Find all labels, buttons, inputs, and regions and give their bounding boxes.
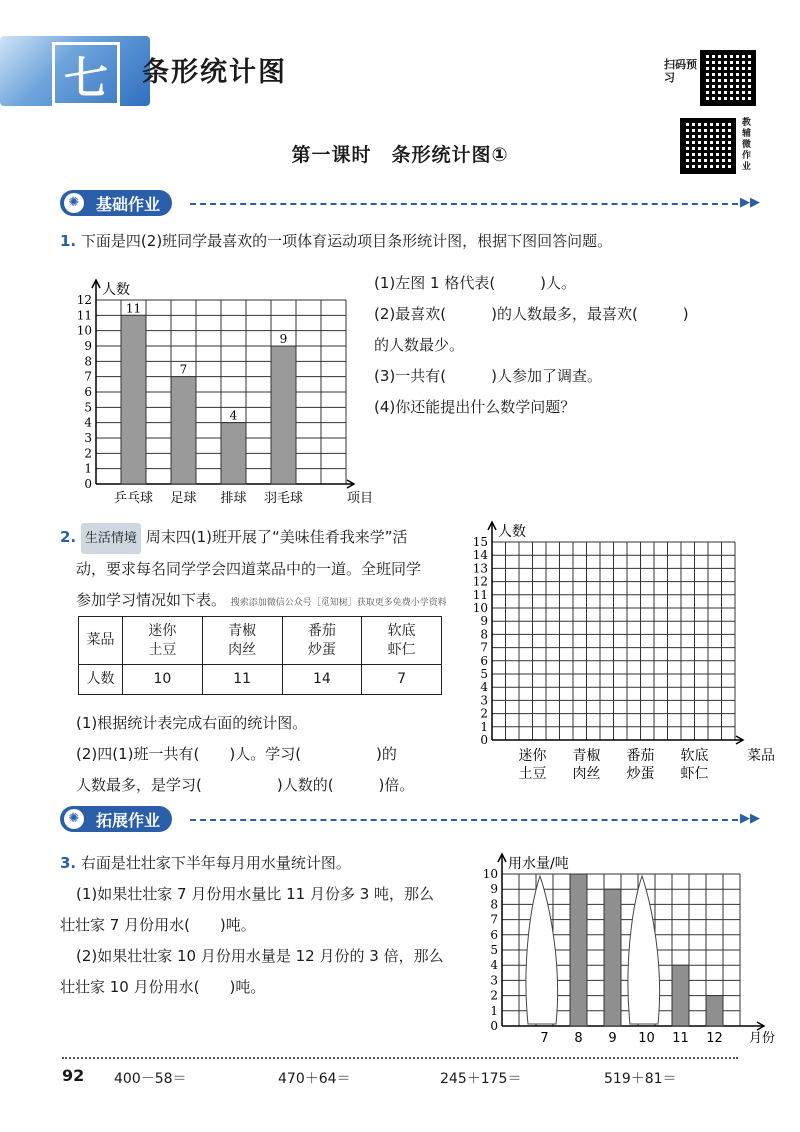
y-axis-label: 用水量/吨 bbox=[508, 856, 569, 872]
bar bbox=[570, 874, 587, 1026]
footer-divider bbox=[62, 1057, 738, 1059]
qr-preview-label: 扫码预习 bbox=[664, 58, 697, 84]
q3-sub-2b: 壮壮家 10 月份用水( )吨。 bbox=[60, 978, 266, 996]
x-axis-label: 菜品 bbox=[747, 748, 775, 764]
y-tick-label: 7 bbox=[84, 369, 92, 384]
x-tick-label: 土豆 bbox=[518, 766, 547, 782]
qr-homework-label: 教辅微作业 bbox=[742, 118, 752, 172]
y-tick-label: 4 bbox=[480, 680, 488, 695]
y-tick-label: 4 bbox=[490, 958, 498, 973]
q2-text-line-1: 周末四(1)班开展了“美味佳肴我来学”活 bbox=[145, 528, 408, 546]
y-tick-label: 8 bbox=[84, 354, 92, 369]
table-cell: 11 bbox=[202, 665, 282, 695]
dish-bar-chart[interactable] bbox=[466, 508, 775, 798]
unit-number: 七 bbox=[52, 42, 120, 106]
bar bbox=[706, 996, 723, 1026]
y-tick-label: 12 bbox=[472, 574, 488, 589]
y-tick-label: 6 bbox=[480, 653, 488, 668]
q2-table bbox=[78, 616, 442, 695]
y-tick-label: 9 bbox=[480, 614, 488, 629]
y-tick-label: 3 bbox=[490, 973, 498, 988]
data-label: 9 bbox=[279, 332, 288, 346]
bar bbox=[271, 346, 296, 484]
x-tick-label: 8 bbox=[574, 1031, 583, 1046]
x-axis-label: 月份 bbox=[748, 1031, 776, 1046]
x-tick-label: 虾仁 bbox=[680, 766, 709, 782]
q1-sub-1: (1)左图 1 格代表( )人。 bbox=[374, 274, 577, 292]
x-tick-label: 11 bbox=[672, 1031, 689, 1046]
double-arrow-icon: ▶▶ bbox=[740, 811, 760, 826]
y-tick-label: 7 bbox=[480, 640, 488, 655]
q2-tag: 生活情境 bbox=[81, 523, 141, 554]
table-cell: 10 bbox=[123, 665, 203, 695]
table-head-count: 人数 bbox=[79, 665, 123, 695]
sports-bar-chart bbox=[72, 258, 372, 510]
x-tick-label: 足球 bbox=[170, 491, 197, 506]
y-tick-label: 3 bbox=[84, 431, 92, 445]
y-tick-label: 10 bbox=[482, 867, 498, 881]
bar bbox=[221, 423, 246, 484]
q3-number: 3. bbox=[60, 854, 77, 872]
y-tick-label: 12 bbox=[76, 293, 92, 307]
y-tick-label: 0 bbox=[490, 1019, 498, 1033]
q3-sub-1: (1)如果壮壮家 7 月份用水量比 11 月份多 3 吨，那么 bbox=[76, 885, 435, 903]
lesson-title: 第一课时 条形统计图① bbox=[291, 144, 509, 166]
x-tick-label: 12 bbox=[706, 1031, 723, 1046]
y-tick-label: 14 bbox=[472, 548, 488, 563]
double-arrow-icon: ▶▶ bbox=[740, 195, 760, 210]
q1-prompt bbox=[60, 230, 760, 252]
y-tick-label: 8 bbox=[480, 627, 488, 642]
data-label: 7 bbox=[179, 362, 188, 377]
x-tick-label: 炒蛋 bbox=[626, 766, 655, 782]
y-tick-label: 5 bbox=[490, 943, 498, 957]
q2-text-line-3: 参加学习情况如下表。 bbox=[76, 591, 227, 609]
x-tick-label: 青椒 bbox=[572, 748, 601, 764]
y-tick-label: 7 bbox=[490, 912, 498, 927]
x-tick-label: 乒乓球 bbox=[113, 491, 154, 506]
q2-sub-2: (2)四(1)班一共有( )人。学习( )的 bbox=[76, 745, 397, 763]
bar bbox=[171, 377, 196, 484]
y-tick-label: 1 bbox=[84, 461, 92, 476]
bar bbox=[672, 965, 689, 1026]
y-tick-label: 1 bbox=[480, 719, 488, 734]
y-axis-label: 人数 bbox=[102, 282, 130, 298]
x-tick-label: 番茄 bbox=[626, 748, 655, 764]
y-tick-label: 8 bbox=[490, 897, 498, 912]
q2-subquestions bbox=[76, 708, 476, 801]
table-cell: 14 bbox=[282, 665, 362, 695]
q2-text-line-2: 动，要求每名同学学会四道菜品中的一道。全班同学 bbox=[76, 560, 422, 578]
q1-number: 1. bbox=[60, 232, 77, 250]
mental-calc-1: 400－58＝ bbox=[114, 1071, 187, 1087]
x-axis-label: 项目 bbox=[346, 491, 374, 506]
watermark: 搜索添加微信公众号［觅知树］获取更多免费小学资料 bbox=[230, 598, 447, 608]
q1-text: 下面是四(2)班同学最喜欢的一项体育运动项目条形统计图，根据下图回答问题。 bbox=[80, 232, 613, 250]
x-tick-label: 9 bbox=[608, 1031, 617, 1046]
y-tick-label: 11 bbox=[472, 587, 488, 602]
y-tick-label: 10 bbox=[472, 601, 488, 615]
x-tick-label: 排球 bbox=[220, 491, 247, 506]
q3-sub-1b: 壮壮家 7 月份用水( )吨。 bbox=[60, 916, 256, 934]
q1-sub-2b: 的人数最少。 bbox=[374, 336, 465, 354]
section-divider bbox=[190, 203, 738, 205]
q2-sub-1: (1)根据统计表完成右面的统计图。 bbox=[76, 714, 308, 732]
q1-subquestions bbox=[374, 268, 764, 423]
mental-calc-2: 470＋64＝ bbox=[278, 1071, 351, 1087]
bar bbox=[604, 889, 621, 1026]
x-tick-label: 肉丝 bbox=[572, 766, 601, 782]
y-tick-label: 2 bbox=[480, 706, 488, 721]
unit-title: 条形统计图 bbox=[142, 57, 287, 88]
section-basic-label: 基础作业 bbox=[96, 194, 161, 214]
data-label: 11 bbox=[125, 301, 142, 316]
y-tick-label: 4 bbox=[84, 415, 92, 430]
y-tick-label: 5 bbox=[84, 400, 92, 415]
y-tick-label: 2 bbox=[84, 446, 92, 461]
y-tick-label: 9 bbox=[490, 882, 498, 897]
table-cell: 番茄 炒蛋 bbox=[282, 617, 362, 665]
y-tick-label: 15 bbox=[472, 535, 488, 549]
mental-calc-4: 519＋81＝ bbox=[604, 1071, 677, 1087]
x-tick-label: 10 bbox=[638, 1031, 655, 1046]
section-basic bbox=[60, 190, 172, 216]
y-tick-label: 0 bbox=[84, 477, 92, 491]
y-tick-label: 10 bbox=[76, 323, 92, 338]
table-cell: 青椒 肉丝 bbox=[202, 617, 282, 665]
water-usage-bar-chart bbox=[470, 842, 776, 1050]
x-tick-label: 软底 bbox=[680, 748, 709, 764]
q1-sub-2: (2)最喜欢( )的人数最多，最喜欢( ) bbox=[374, 305, 689, 323]
data-label: 4 bbox=[229, 408, 238, 423]
x-tick-label: 7 bbox=[540, 1031, 549, 1046]
table-cell: 7 bbox=[362, 665, 442, 695]
lightbulb-icon: ✺ bbox=[64, 809, 84, 829]
table-cell: 迷你 土豆 bbox=[123, 617, 203, 665]
y-tick-label: 5 bbox=[480, 667, 488, 681]
y-tick-label: 13 bbox=[472, 561, 488, 576]
q2-number: 2. bbox=[60, 528, 77, 546]
page-number: 92 bbox=[62, 1066, 85, 1085]
q2-prompt bbox=[60, 522, 480, 619]
x-tick-label: 羽毛球 bbox=[263, 491, 304, 506]
x-tick-label: 迷你 bbox=[518, 748, 547, 764]
y-tick-label: 9 bbox=[84, 339, 92, 353]
y-tick-label: 6 bbox=[490, 927, 498, 942]
y-tick-label: 6 bbox=[84, 385, 92, 399]
section-extended-label: 拓展作业 bbox=[96, 810, 161, 830]
y-tick-label: 2 bbox=[490, 988, 498, 1003]
y-tick-label: 3 bbox=[480, 693, 488, 708]
y-tick-label: 1 bbox=[490, 1003, 498, 1018]
section-extended bbox=[60, 806, 172, 832]
q2-sub-2b: 人数最多，是学习( )人数的( )倍。 bbox=[76, 776, 415, 794]
q3-sub-2: (2)如果壮壮家 10 月份用水量是 12 月份的 3 倍，那么 bbox=[76, 947, 444, 965]
q1-sub-3: (3)一共有( )人参加了调查。 bbox=[374, 367, 602, 385]
qr-code-preview[interactable] bbox=[700, 50, 756, 106]
q1-sub-4: (4)你还能提出什么数学问题？ bbox=[374, 398, 576, 416]
lightbulb-icon: ✺ bbox=[64, 193, 84, 213]
mental-calc-3: 245＋175＝ bbox=[440, 1071, 522, 1087]
bar bbox=[121, 315, 146, 484]
q3-text: 右面是壮壮家下半年每月用水量统计图。 bbox=[80, 854, 351, 872]
table-row bbox=[79, 665, 442, 695]
table-head-dish: 菜品 bbox=[79, 617, 123, 665]
table-row bbox=[79, 617, 442, 665]
section-divider bbox=[190, 819, 738, 821]
y-tick-label: 0 bbox=[480, 733, 488, 747]
y-axis-label: 人数 bbox=[498, 524, 526, 540]
q3-prompt bbox=[60, 848, 480, 1003]
table-cell: 软底 虾仁 bbox=[362, 617, 442, 665]
y-tick-label: 11 bbox=[76, 308, 92, 323]
